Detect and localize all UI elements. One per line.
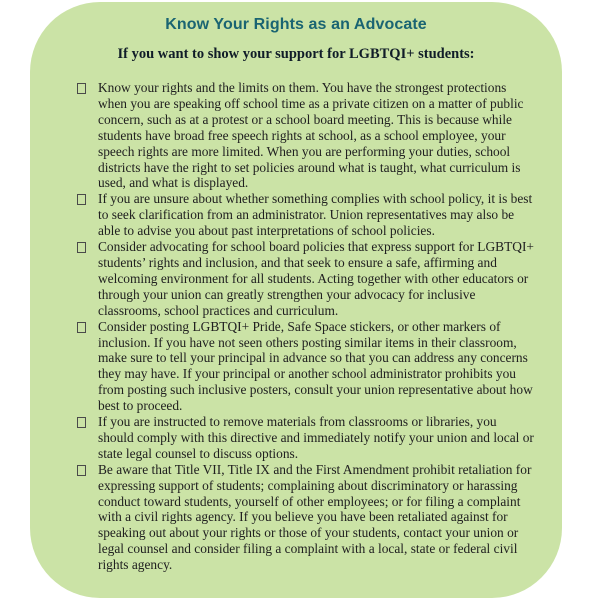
empty-checkbox-icon <box>77 322 86 333</box>
empty-checkbox-icon <box>77 417 86 428</box>
card-title: Know Your Rights as an Advocate <box>165 16 427 33</box>
list-item <box>77 462 534 573</box>
rights-card <box>30 2 562 598</box>
list-item <box>77 319 534 414</box>
list-item <box>77 80 534 191</box>
empty-checkbox-icon <box>77 242 86 253</box>
empty-checkbox-icon <box>77 83 86 94</box>
list-item-text: Consider advocating for school board policies that express support for LGBTQI+ students’ rights and inclusion, and that seek to ensure a safe, affirming and welcoming environment for all students. Acting together with other educators or through your union can greatly strengthen your advocacy for inclusive classrooms, school practices and curriculum. <box>98 239 534 318</box>
list-item-text: If you are instructed to remove materials from classrooms or libraries, you should comply with this directive and immediately notify your union and local or state legal counsel to discuss options. <box>98 414 534 461</box>
list-item <box>77 414 534 462</box>
list-item <box>77 239 534 319</box>
list-item-text: If you are unsure about whether something complies with school policy, it is best to seek clarification from an administrator. Union representatives may also be able to advise you about past interpretations of school policies. <box>98 191 533 239</box>
empty-checkbox-icon <box>77 465 86 476</box>
list-item <box>77 191 534 239</box>
empty-checkbox-icon <box>77 194 86 205</box>
card-subtitle: If you want to show your support for LGBTQI+ students: <box>117 46 475 62</box>
list-item-text: Be aware that Title VII, Title IX and the First Amendment prohibit retaliation for expressing support of students; complaining about discriminatory or harassing conduct toward students, yourself of other employees; or for filing a complaint with a civil rights agency. If you believe you have been retaliated against for speaking out about your rights or those of your students, contact your union or legal counsel and consider filing a complaint with a local, state or federal civil rights agency. <box>98 461 532 573</box>
list-item-text: Consider posting LGBTQI+ Pride, Safe Space stickers, or other markers of inclusion. If you have not seen others posting similar items in their classroom, make sure to tell your principal in advance so that you can address any concerns they may have. If your principal or another school administrator prohibits you from posting such inclusive posters, consult your union representative about how best to proceed. <box>98 318 533 414</box>
rights-list <box>30 80 562 573</box>
list-item-text: Know your rights and the limits on them. You have the strongest protections when you are speaking off school time as a private citizen on a matter of public concern, such as at a protest or a school board meeting. This is because while students have broad free speech rights at school, as a school employee, your speech rights are more limited. When you are performing your duties, school districts have the right to set policies around what is taught, what curriculum is used, and what is displayed. <box>98 80 524 191</box>
